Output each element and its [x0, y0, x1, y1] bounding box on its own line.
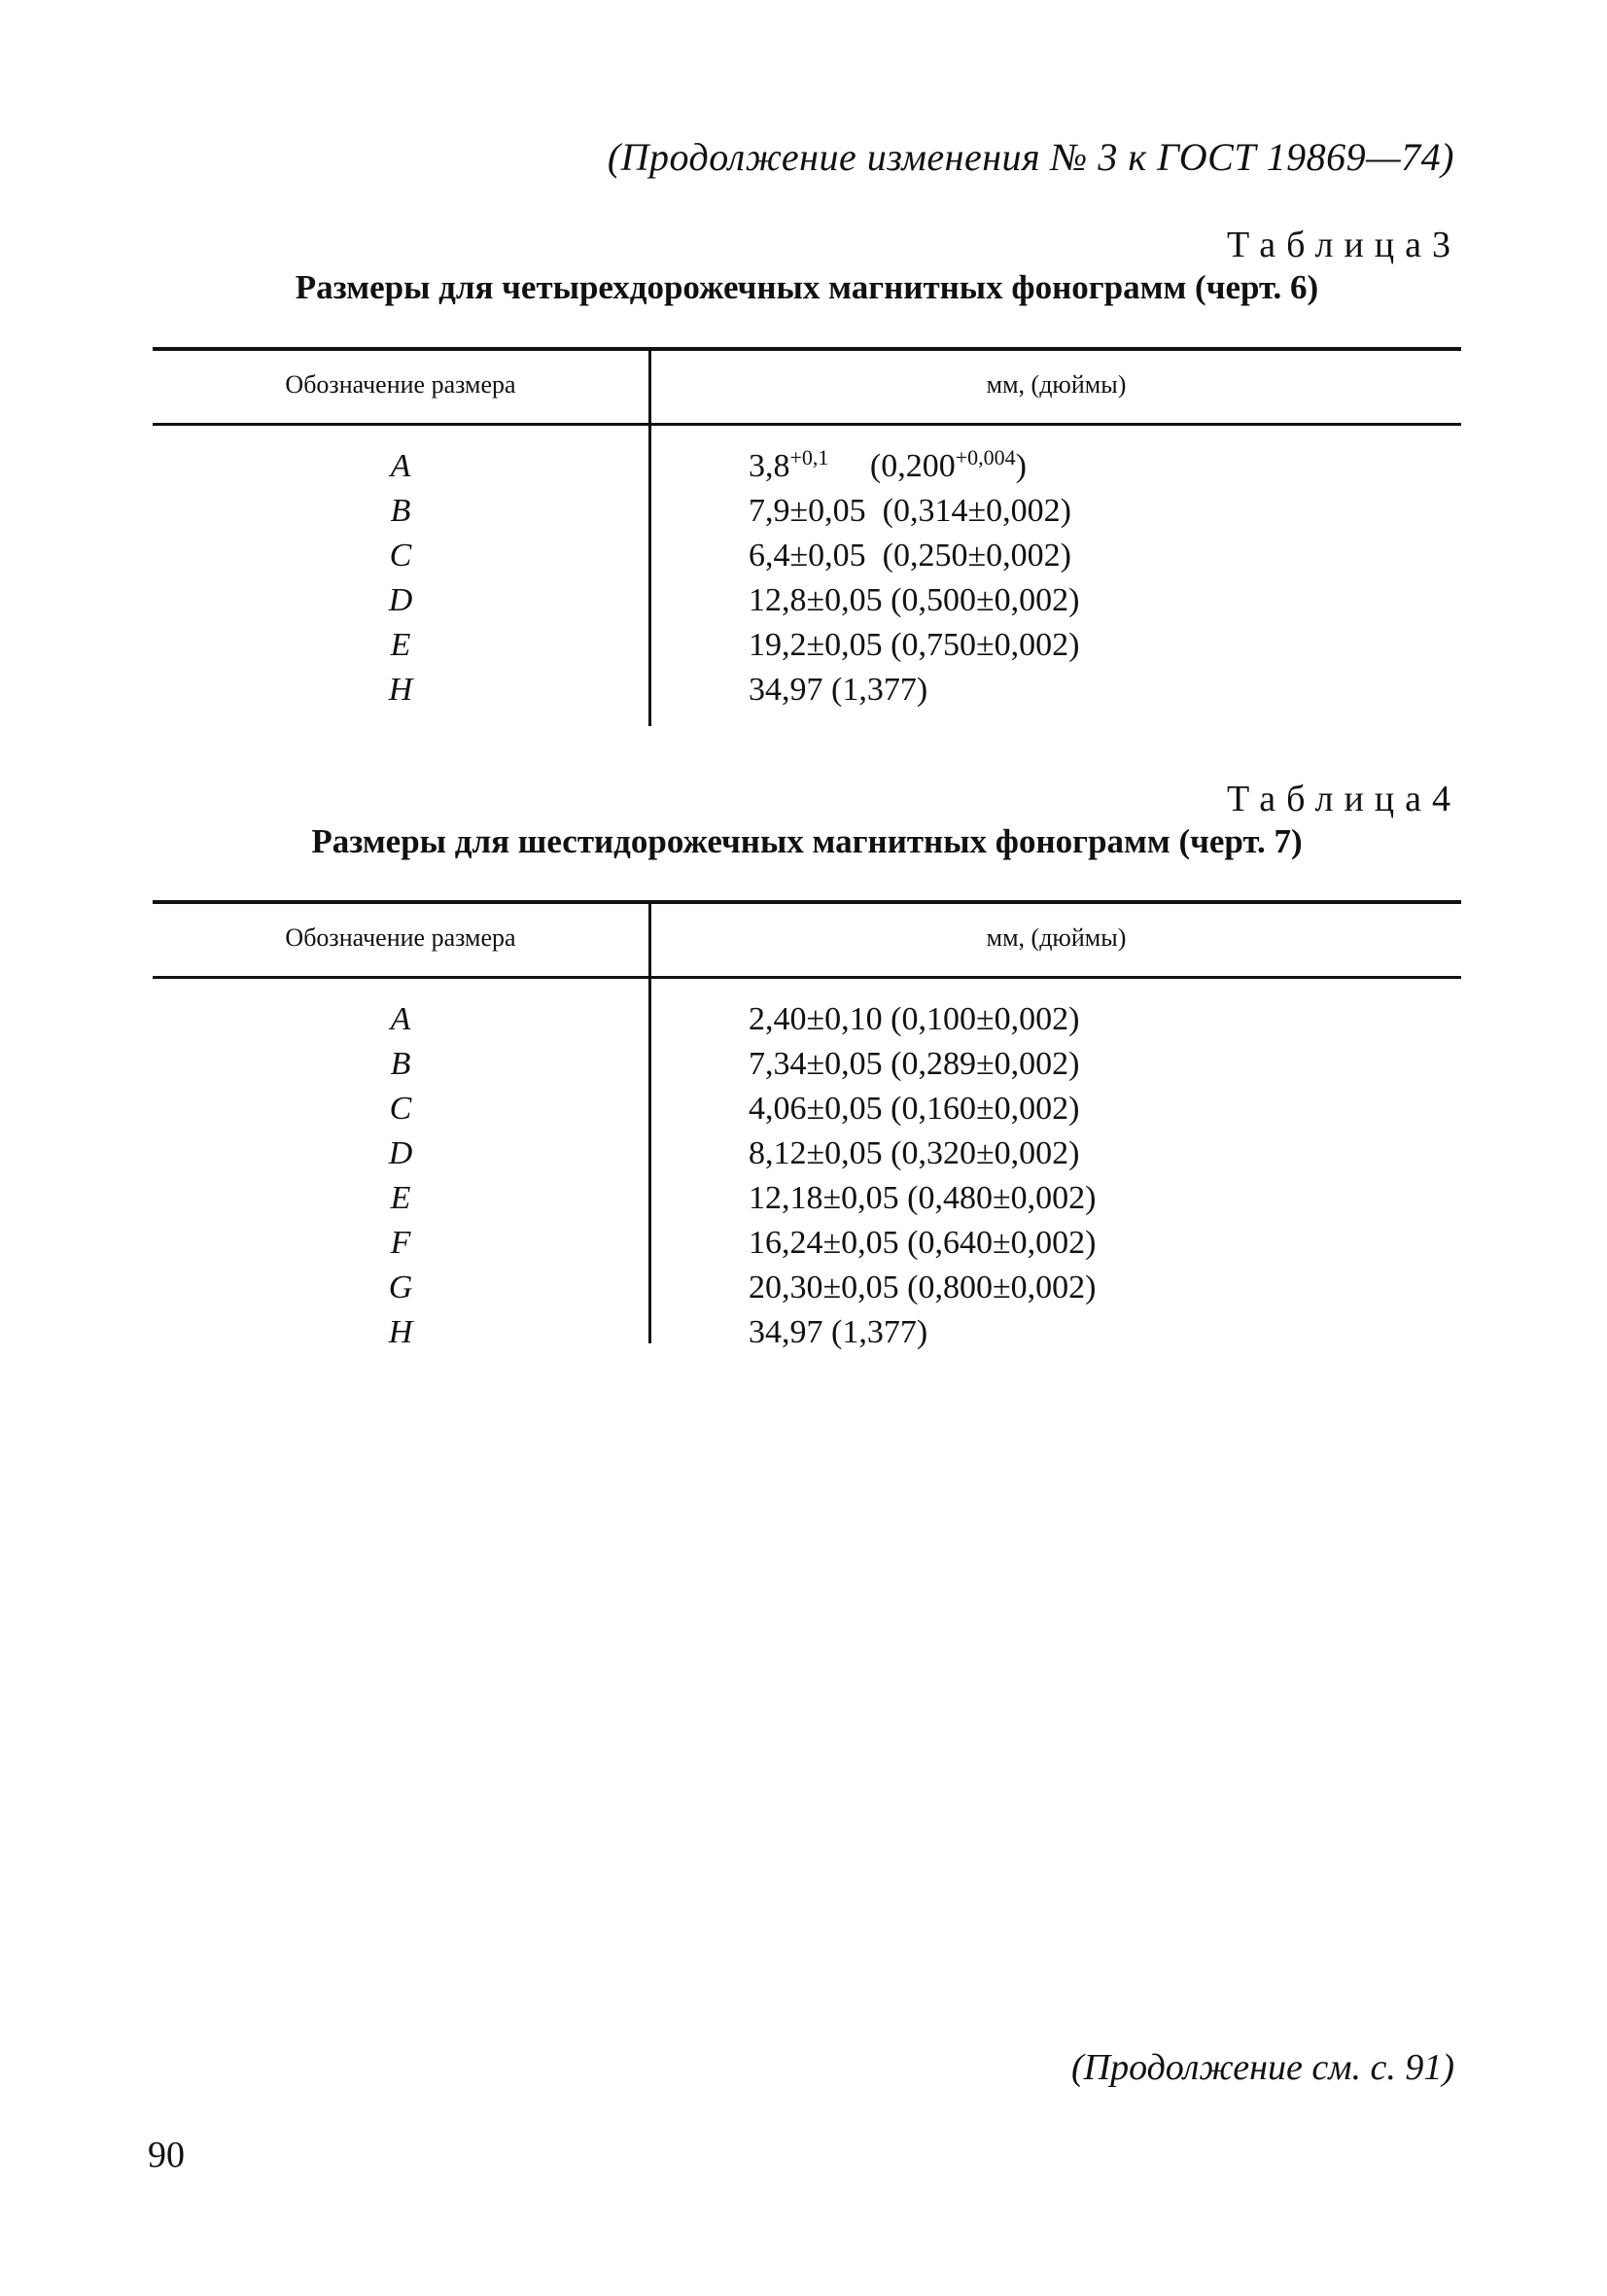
table4-header-rule [153, 976, 1461, 979]
row-value: 7,9±0,05 (0,314±0,002) [749, 493, 1071, 529]
row-symbol: C [389, 538, 412, 574]
table-row [153, 623, 1461, 668]
continuation-header: (Продолжение изменения № 3 к ГОСТ 19869—74) [607, 135, 1454, 179]
row-symbol: D [388, 582, 413, 618]
table3-rows [153, 444, 1461, 713]
row-symbol: A [390, 448, 411, 484]
page-number: 90 [148, 2135, 185, 2175]
row-symbol: E [390, 1180, 411, 1216]
table-row [153, 578, 1461, 623]
row-value: 19,2±0,05 (0,750±0,002) [749, 627, 1080, 663]
table-row [153, 1042, 1461, 1087]
table3-header-rule [153, 423, 1461, 426]
row-symbol: C [389, 1091, 412, 1127]
table3-title: Размеры для четырехдорожечных магнитных фонограмм (черт. 6) [295, 268, 1319, 306]
row-value: 20,30±0,05 (0,800±0,002) [749, 1270, 1097, 1305]
row-value: 12,18±0,05 (0,480±0,002) [749, 1180, 1097, 1216]
table-row [153, 1221, 1461, 1266]
row-symbol: E [390, 627, 411, 663]
table-row [153, 444, 1461, 489]
row-value: $3,8^{+0,1}$ $(0,200^{+0,004})$ [749, 445, 1027, 484]
table3 [153, 347, 1461, 726]
row-symbol: B [390, 1046, 411, 1082]
row-symbol: H [388, 672, 413, 708]
table-row [153, 1310, 1461, 1355]
table4-label: Таблица4 [1226, 779, 1461, 819]
table-row [153, 534, 1461, 578]
table-row [153, 1087, 1461, 1131]
row-value: 12,8±0,05 (0,500±0,002) [749, 582, 1080, 618]
table3-header-designation: Обозначение размера [285, 370, 516, 399]
row-value: 7,34±0,05 (0,289±0,002) [749, 1046, 1080, 1082]
table-row [153, 997, 1461, 1042]
row-symbol: G [388, 1270, 413, 1305]
table-row [153, 668, 1461, 713]
row-value: 16,24±0,05 (0,640±0,002) [749, 1225, 1097, 1261]
row-symbol: F [390, 1225, 411, 1261]
row-value: 34,97 (1,377) [749, 1314, 928, 1350]
row-symbol: B [390, 493, 411, 529]
table3-header-units: мм, (дюймы) [986, 370, 1127, 399]
row-value: 2,40±0,10 (0,100±0,002) [749, 1001, 1080, 1037]
row-value: 34,97 (1,377) [749, 672, 928, 708]
row-symbol: D [388, 1135, 413, 1171]
table4-header-designation: Обозначение размера [285, 923, 516, 952]
table-row [153, 1176, 1461, 1221]
table4-title: Размеры для шестидорожечных магнитных фонограмм (черт. 7) [311, 822, 1303, 860]
table4-rows [153, 997, 1461, 1355]
continuation-footer: (Продолжение см. с. 91) [1070, 2047, 1454, 2088]
table-row [153, 1266, 1461, 1310]
table-row [153, 1131, 1461, 1176]
table-row [153, 489, 1461, 534]
table4 [153, 900, 1461, 1350]
row-value: 6,4±0,05 (0,250±0,002) [749, 538, 1071, 574]
row-symbol: A [390, 1001, 411, 1037]
table3-label: Таблица3 [1226, 225, 1461, 265]
row-symbol: H [388, 1314, 413, 1350]
row-value: 8,12±0,05 (0,320±0,002) [749, 1135, 1080, 1171]
table4-header-units: мм, (дюймы) [986, 923, 1127, 952]
row-value: 4,06±0,05 (0,160±0,002) [749, 1091, 1080, 1127]
